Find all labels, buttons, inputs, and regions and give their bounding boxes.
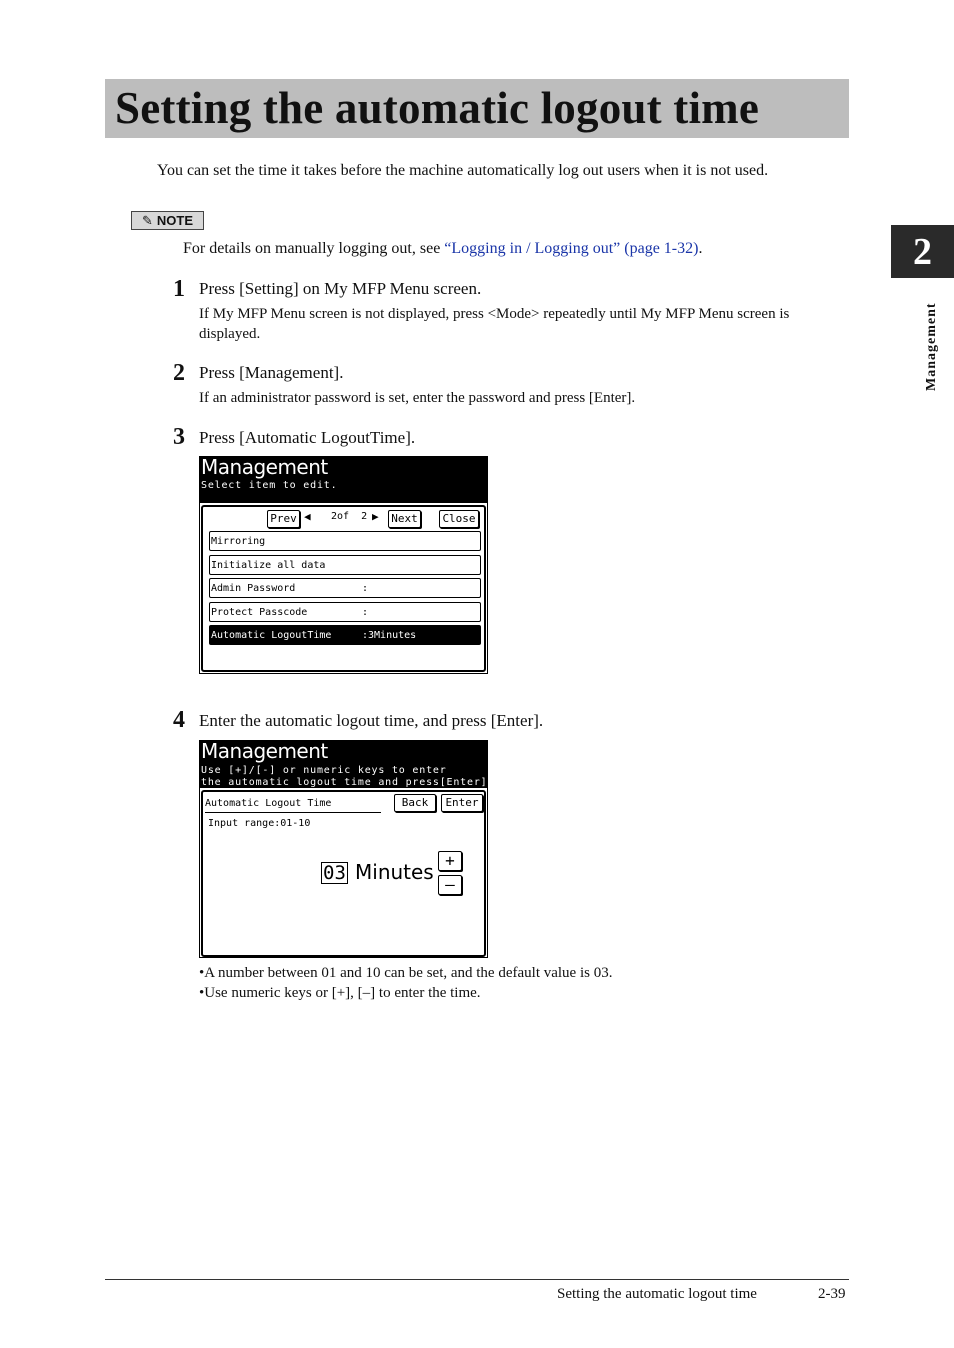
- unit-label: Minutes: [355, 860, 434, 884]
- management-screen-input: [199, 739, 495, 958]
- side-label: Management: [924, 302, 939, 391]
- screen-title: Management: [201, 455, 328, 479]
- page-indicator: 2of 2: [331, 511, 368, 522]
- step-detail: If an administrator password is set, enter the password and press [Enter].: [199, 390, 636, 406]
- chapter-tab: 2: [891, 225, 954, 278]
- menu-row-protect-passcode[interactable]: [209, 602, 481, 622]
- step-text: Press [Setting] on My MFP Menu screen.: [199, 279, 482, 298]
- note-prefix: For details on manually logging out, see: [183, 240, 445, 257]
- screen-panel: [201, 505, 486, 672]
- step-detail: If My MFP Menu screen is not displayed, press <Mode> repeatedly until My MFP Menu screen is displayed.: [199, 306, 790, 342]
- title-band: [105, 79, 849, 138]
- next-button[interactable]: Next: [388, 510, 421, 528]
- note-text: [183, 240, 702, 258]
- note-label: NOTE: [156, 213, 194, 228]
- bullet-item: •Use numeric keys or [+], [–] to enter the time.: [199, 985, 481, 1001]
- minus-button[interactable]: –: [438, 875, 462, 895]
- step-text: Press [Automatic LogoutTime].: [199, 428, 416, 447]
- note-link[interactable]: “Logging in / Logging out” (page 1-32): [444, 240, 699, 257]
- step-text: Press [Management].: [199, 363, 344, 382]
- row-label: Protect Passcode: [211, 607, 308, 618]
- step-number: 1: [173, 276, 185, 302]
- step-text: Enter the automatic logout time, and press [Enter].: [199, 711, 544, 730]
- row-value: :: [362, 607, 369, 618]
- screen-subtitle-line2: the automatic logout time and press[Enter].: [201, 777, 495, 788]
- footer-title: Setting the automatic logout time: [557, 1286, 757, 1302]
- note-badge: [131, 211, 204, 230]
- input-range: Input range:01-10: [208, 818, 311, 829]
- screen-header: [200, 739, 495, 788]
- step-number: 4: [173, 707, 185, 733]
- row-label: Mirroring: [211, 536, 266, 547]
- enter-button[interactable]: Enter: [441, 794, 483, 812]
- prev-button[interactable]: Prev: [267, 510, 300, 528]
- page-title: Setting the automatic logout time: [115, 83, 760, 133]
- field-label: Automatic Logout Time: [205, 795, 381, 813]
- plus-button[interactable]: +: [438, 851, 462, 871]
- row-value: :: [362, 583, 369, 594]
- menu-row-mirroring[interactable]: [209, 531, 481, 551]
- menu-row-initialize[interactable]: [209, 555, 481, 575]
- bullet-item: •A number between 01 and 10 can be set, and the default value is 03.: [199, 965, 613, 981]
- menu-row-admin-password[interactable]: [209, 578, 481, 598]
- row-label: Admin Password: [211, 583, 296, 594]
- back-button[interactable]: Back: [394, 794, 436, 812]
- screen-panel: [201, 790, 486, 957]
- footer-page-number: 2-39: [818, 1286, 846, 1302]
- step-number: 3: [173, 424, 185, 450]
- row-value: :3Minutes: [362, 630, 417, 641]
- note-suffix: .: [698, 240, 703, 257]
- screen-subtitle: Select item to edit.: [201, 480, 338, 491]
- value-field[interactable]: 03: [323, 862, 346, 884]
- pencil-icon: ✎: [141, 212, 153, 228]
- footer-rule: [105, 1279, 849, 1280]
- left-arrow-icon[interactable]: ◀: [304, 510, 311, 523]
- screen-subtitle-line1: Use [+]/[-] or numeric keys to enter: [201, 765, 447, 776]
- screen-title: Management: [201, 739, 328, 763]
- intro-text: You can set the time it takes before the machine automatically log out users when it is not used.: [157, 162, 769, 179]
- step-number: 2: [173, 360, 185, 386]
- bullet-list: [199, 963, 612, 1003]
- row-label: Initialize all data: [211, 560, 326, 571]
- management-screen-list: [199, 456, 488, 674]
- close-button[interactable]: Close: [439, 510, 479, 528]
- screen-header: [200, 457, 487, 503]
- right-arrow-icon[interactable]: ▶: [372, 510, 379, 523]
- menu-row-automatic-logout-time[interactable]: [209, 625, 481, 645]
- row-label: Automatic LogoutTime: [211, 630, 332, 641]
